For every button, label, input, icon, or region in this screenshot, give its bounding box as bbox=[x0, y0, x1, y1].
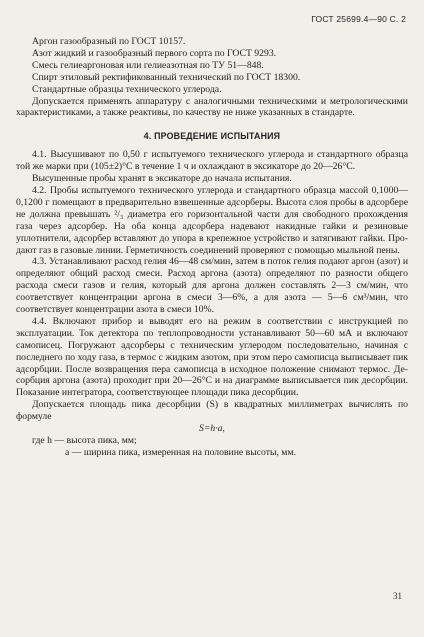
page-header: ГОСТ 25699.4—90 С. 2 bbox=[311, 14, 406, 24]
page-number: 31 bbox=[393, 591, 402, 601]
reagent-line: Азот жидкий и газообразный первого сорта по ГОСТ 9293. bbox=[32, 47, 277, 59]
reagent-line: Смесь гелиеаргоновая или гелиеазотная по ТУ 51—848. bbox=[32, 59, 264, 71]
paragraph-4-1: 4.1. Высушивают по 0,50 г испытуемого технического углерода и стандартного образца той же марки при (105±2)°С в течение 1 ч и охлаждают в эксикаторе до 20—26°С. bbox=[16, 149, 408, 173]
formula-legend-a: a — ширина пика, измеренная на половине высоты, мм. bbox=[65, 446, 296, 458]
page-content bbox=[16, 36, 408, 459]
formula-legend-h: где h — высота пика, мм; bbox=[32, 435, 137, 446]
reagent-line: Стандартные образцы технического углерода. bbox=[32, 83, 222, 95]
reagent-line: Аргон газообразный по ГОСТ 10157. bbox=[32, 36, 186, 47]
paragraph-4-1-note: Высушенные пробы хранят в эксикаторе до начала испытания. bbox=[32, 173, 292, 185]
formula: S=h·a, bbox=[199, 423, 225, 435]
paragraph-4-4: 4.4. Включают прибор и выводят его на режим в соответствии с инструкцией по эксплуатации. Ток детектора по теплопроводности устанавливают 50—60 мА и включают самописец. Погружают адсорберы с техническим углеродом последовательно, начиная с последнего по ходу газа, в термос с жидким азотом, при этом перо самописца выписывает пик адсорбции. После возвращения пера самописца в исходное положение снимают термос. Десорбция аргона (азота) проходит при 20—26°С и на диаграмме выписывается пик десорбции. Показание интегратора, соответствующее площади пика десорбции. bbox=[16, 315, 408, 399]
section-heading: 4. ПРОВЕДЕНИЕ ИСПЫТАНИЯ bbox=[143, 131, 281, 142]
paragraph-4-3: 4.3. Устанавливают расход гелия 46—48 см/мин, затем в поток гелия подают аргон (азот) и определяют общий расход смеси. Расход аргона (азота) определяют по разности общего расхода смеси газов и гелия, который для аргона должен составлять 2—3 см/мин, что соответствует концентрации аргона в смеси 3—6%, а для азота — 5—6 см³/мин, что соответствует концентрации азота в смеси 10%. bbox=[16, 256, 408, 316]
allowance-paragraph: Допускается применять аппаратуру с аналогичными техническими и метрологическими характеристиками, а также реактивы, по качеству не ниже указанных в стандарте. bbox=[16, 95, 408, 119]
reagent-line: Спирт этиловый ректификованный технический по ГОСТ 18300. bbox=[32, 71, 301, 83]
paragraph-4-2: 4.2. Пробы испытуемого технического углерода и стандартного образца массой 0,1000—0,1200 г помещают в предварительно взвешенные адсорберы. Высота слоя пробы в адсорбере не должна превышать ²/₃ диаметра его горизонтальной части для свободного прохождения газа через адсорбер. На оба конца адсорбера надевают накидные гайки и резиновые уплотнители, адсорбер вставляют до упора в крепежное устройство и затягивают гайки. Продают газ в газовые линии. Герметичность соединений проверяют с помощью мыльной пены. bbox=[16, 184, 408, 256]
paragraph-area-formula-intro: Допускается площадь пика десорбции (S) в квадратных миллиметрах вычислять по формуле bbox=[16, 399, 408, 423]
